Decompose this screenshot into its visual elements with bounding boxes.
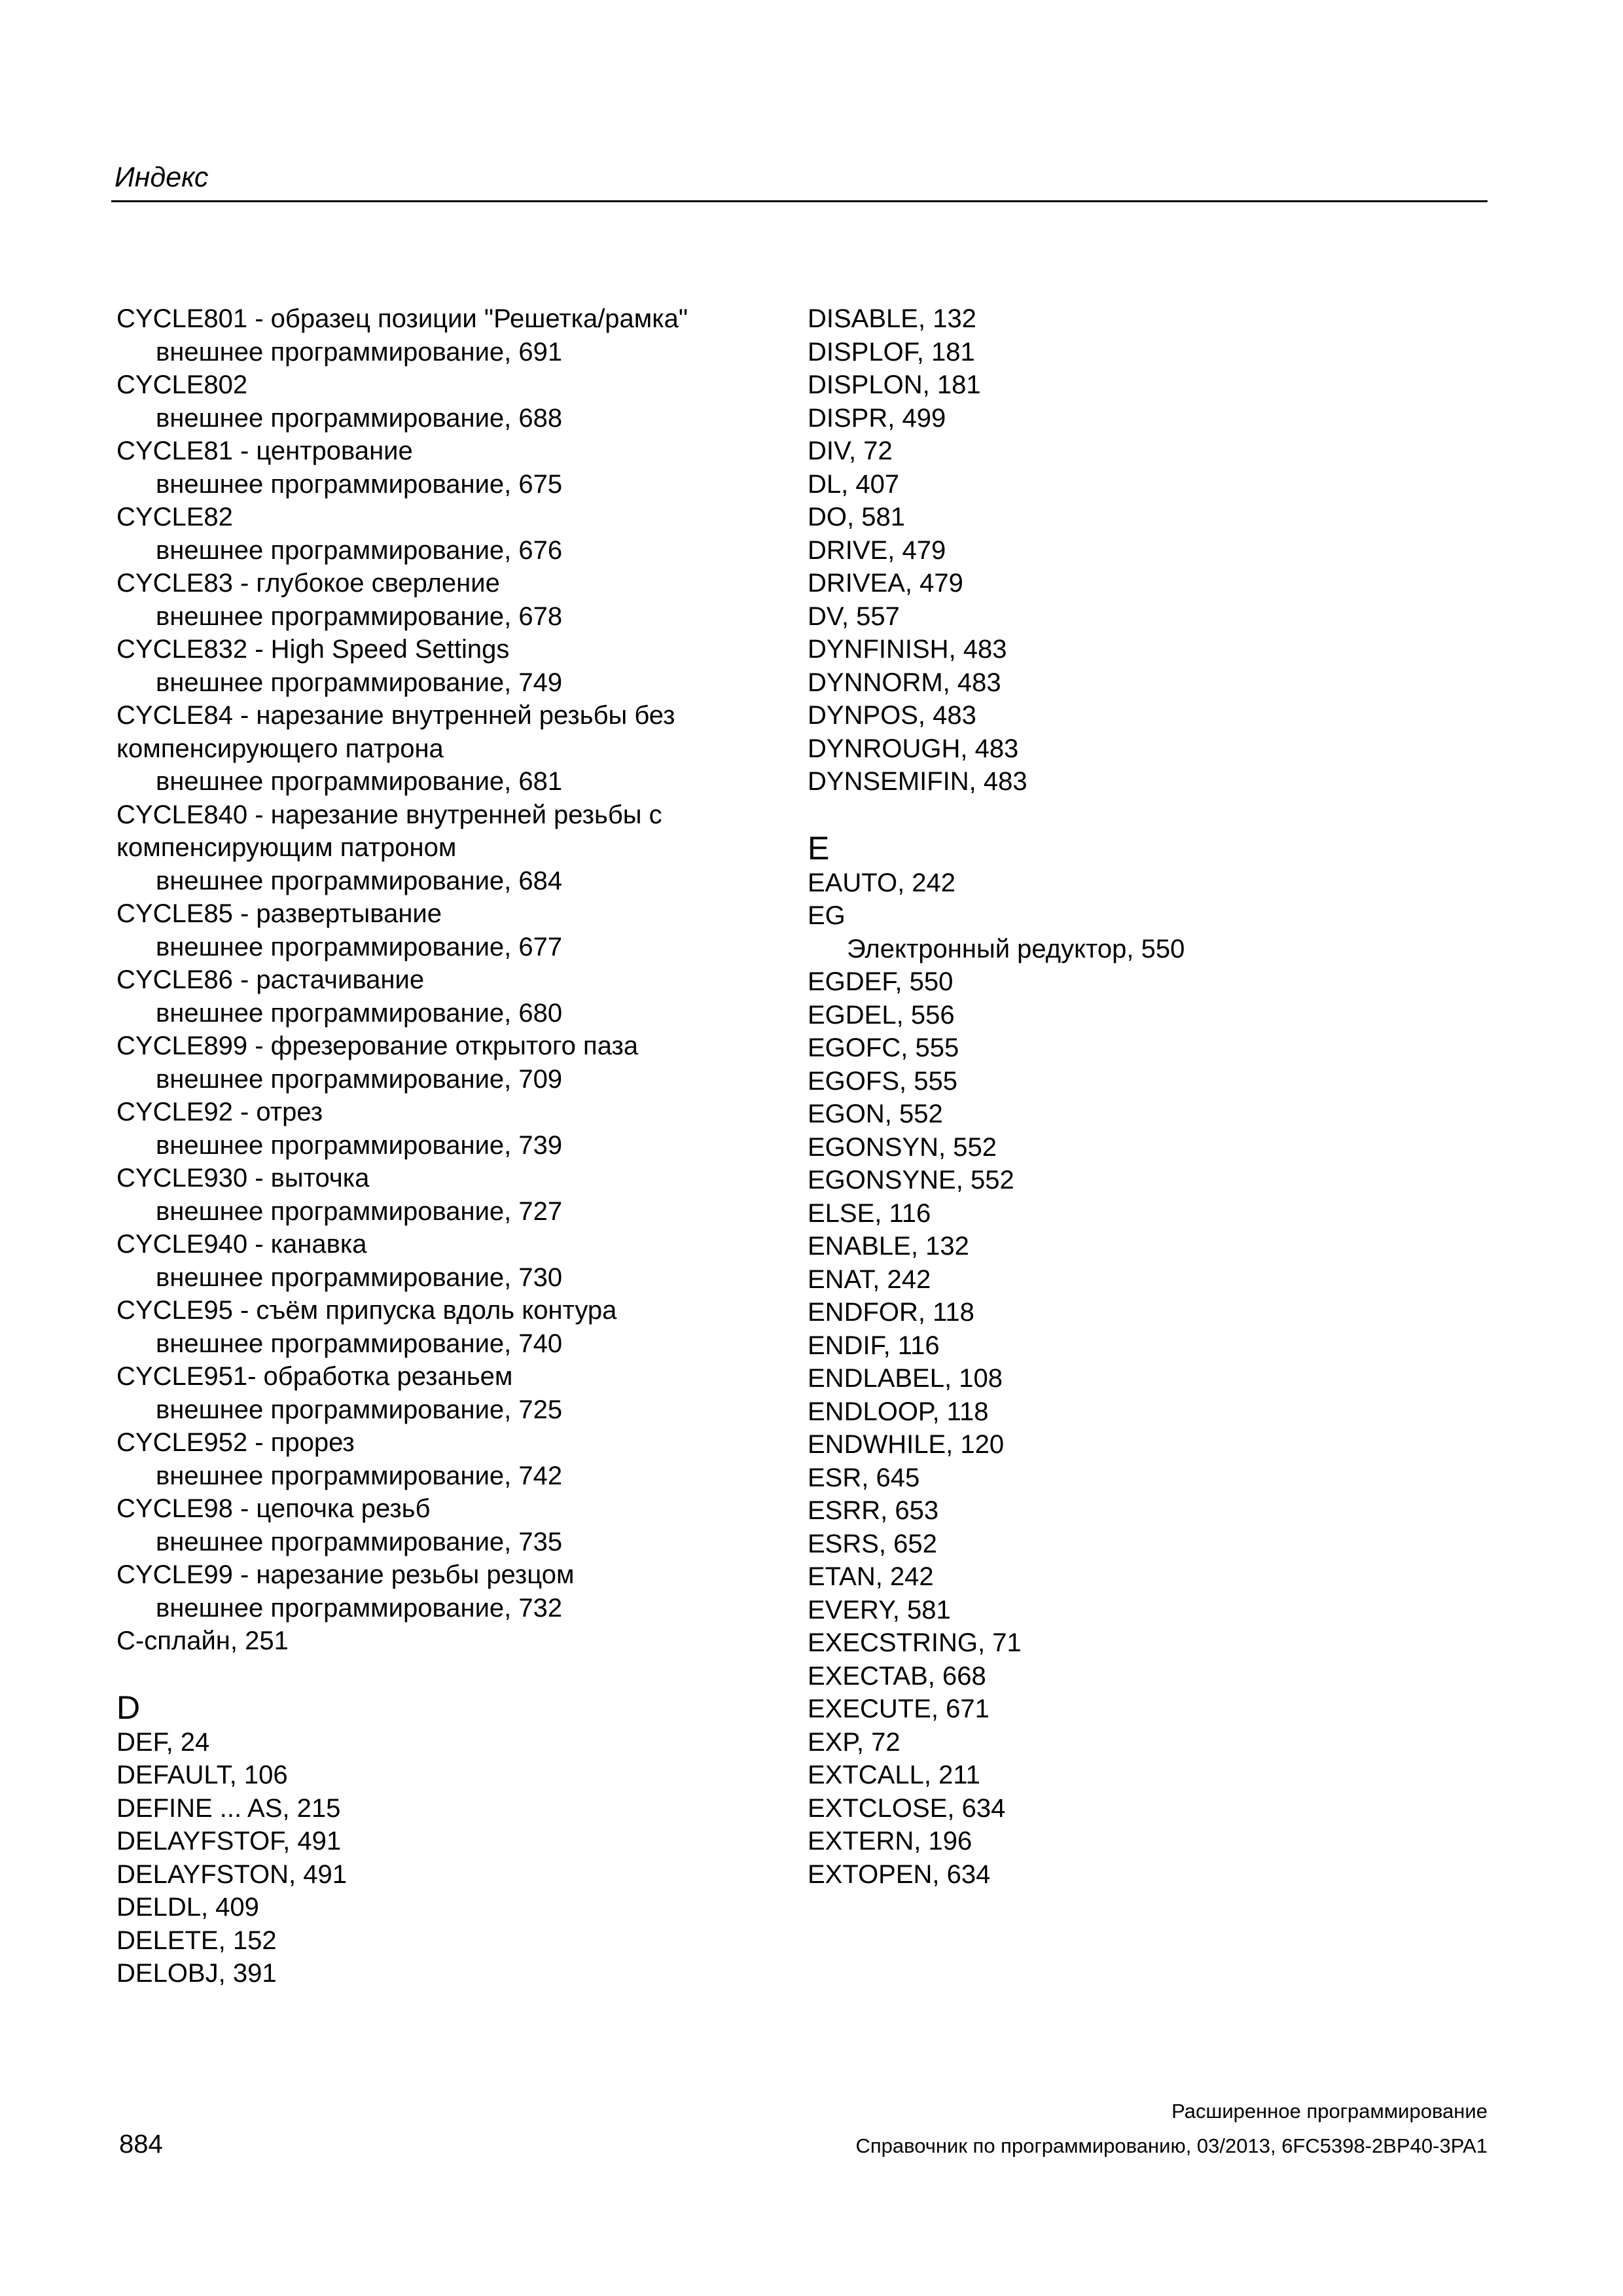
index-entry: CYCLE98 - цепочка резьб [116, 1494, 431, 1523]
index-entry: DL, 407 [808, 469, 900, 499]
index-entry: DYNSEMIFIN, 483 [808, 767, 1027, 796]
index-entry: DYNROUGH, 483 [808, 734, 1019, 763]
index-entry: ENDFOR, 118 [808, 1298, 974, 1327]
index-entry: ESRS, 652 [808, 1529, 937, 1558]
index-entry: DELDL, 409 [116, 1893, 259, 1922]
index-subentry: внешнее программирование, 735 [156, 1527, 563, 1556]
section-gap [116, 1658, 771, 1691]
index-entry: CYCLE801 - образец позиции "Решетка/рамка" [116, 304, 688, 333]
section-letter-heading: D [116, 1689, 141, 1726]
index-column-left [116, 302, 771, 1990]
index-entry: EG [808, 901, 846, 930]
index-entry: ESR, 645 [808, 1463, 920, 1492]
index-entry: CYCLE83 - глубокое сверление [116, 569, 500, 598]
index-entry: DV, 557 [808, 601, 900, 631]
index-subentry: внешнее программирование, 688 [156, 403, 563, 433]
index-entry: CYCLE952 - прорез [116, 1428, 355, 1457]
index-entry: CYCLE940 - канавка [116, 1230, 367, 1259]
index-entry: DELETE, 152 [116, 1926, 277, 1955]
index-subentry: внешнее программирование, 727 [156, 1196, 563, 1226]
index-entry: CYCLE951- обработка резаньем [116, 1362, 513, 1391]
index-entry: DELAYFSTON, 491 [116, 1859, 347, 1889]
index-entry: EXTOPEN, 634 [808, 1859, 991, 1889]
index-entry: EXECTAB, 668 [808, 1661, 986, 1691]
index-entry: EXTCALL, 211 [808, 1761, 980, 1789]
index-entry: ETAN, 242 [808, 1562, 934, 1591]
index-entry: компенсирующим патроном [116, 833, 457, 862]
index-subentry: внешнее программирование, 730 [156, 1263, 563, 1292]
index-entry: CYCLE99 - нарезание резьбы резцом [116, 1560, 575, 1589]
index-entry: EXECUTE, 671 [808, 1695, 990, 1723]
index-entry: C-сплайн, 251 [116, 1626, 289, 1655]
index-entry: EXTCLOSE, 634 [808, 1793, 1006, 1823]
index-subentry: внешнее программирование, 676 [156, 535, 563, 565]
index-entry: ENABLE, 132 [808, 1232, 969, 1261]
page-number: 884 [119, 2130, 163, 2159]
index-entry: CYCLE832 - High Speed Settings [116, 635, 510, 664]
index-entry: DISPR, 499 [808, 403, 946, 433]
index-entry: DEFINE ... AS, 215 [116, 1793, 341, 1823]
index-subentry: внешнее программирование, 684 [156, 866, 563, 895]
index-entry: EGDEF, 550 [808, 967, 954, 996]
index-entry: DYNFINISH, 483 [808, 635, 1007, 664]
index-entry: CYCLE930 - выточка [116, 1164, 370, 1193]
index-entry: ELSE, 116 [808, 1198, 931, 1228]
index-entry: EGOFC, 555 [808, 1033, 959, 1062]
index-column-right [808, 302, 1462, 1891]
index-entry: DIV, 72 [808, 437, 893, 465]
index-entry: CYCLE95 - съём припуска вдоль контура [116, 1296, 617, 1325]
index-entry: CYCLE82 [116, 503, 233, 531]
index-entry: EGONSYNE, 552 [808, 1166, 1014, 1194]
index-entry: компенсирующего патрона [116, 734, 444, 763]
index-entry: EXTERN, 196 [808, 1827, 972, 1856]
index-entry: DELAYFSTOF, 491 [116, 1827, 342, 1856]
index-subentry: внешнее программирование, 749 [156, 668, 563, 697]
section-letter-heading: E [808, 829, 830, 867]
index-entry: EXP, 72 [808, 1727, 901, 1757]
index-entry: CYCLE899 - фрезерование открытого паза [116, 1031, 639, 1060]
index-entry: CYCLE92 - отрез [116, 1098, 323, 1126]
index-entry: EGDEL, 556 [808, 1000, 955, 1030]
index-subentry: внешнее программирование, 709 [156, 1064, 563, 1094]
index-subentry: внешнее программирование, 732 [156, 1593, 563, 1623]
index-entry: DEF, 24 [116, 1727, 210, 1757]
index-entry: DISPLON, 181 [808, 370, 981, 399]
page-header-title: Индекс [115, 162, 209, 193]
index-subentry: внешнее программирование, 675 [156, 469, 563, 499]
index-entry: ENDWHILE, 120 [808, 1430, 1005, 1459]
index-entry: DYNPOS, 483 [808, 701, 976, 730]
index-entry: ENDIF, 116 [808, 1331, 940, 1360]
index-entry: EGON, 552 [808, 1100, 943, 1128]
index-subentry: внешнее программирование, 691 [156, 337, 563, 367]
index-entry: DRIVE, 479 [808, 535, 946, 565]
index-entry: CYCLE802 [116, 370, 248, 399]
index-entry: CYCLE840 - нарезание внутренней резьбы с [116, 800, 662, 829]
index-entry: DEFAULT, 106 [116, 1761, 288, 1789]
index-subentry: внешнее программирование, 680 [156, 998, 563, 1028]
index-subentry: внешнее программирование, 740 [156, 1329, 563, 1358]
section-gap [808, 798, 1462, 831]
index-subentry: внешнее программирование, 725 [156, 1395, 563, 1424]
index-subentry: внешнее программирование, 739 [156, 1130, 563, 1160]
index-entry: EXECSTRING, 71 [808, 1628, 1022, 1657]
index-entry: ESRR, 653 [808, 1496, 939, 1525]
index-entry: EAUTO, 242 [808, 868, 956, 897]
index-entry: ENDLOOP, 118 [808, 1397, 989, 1426]
index-subentry: Электронный редуктор, 550 [847, 934, 1185, 963]
index-entry: EGONSYN, 552 [808, 1132, 997, 1162]
index-entry: DELOBJ, 391 [116, 1959, 277, 1988]
index-entry: DRIVEA, 479 [808, 569, 963, 598]
index-entry: CYCLE86 - растачивание [116, 965, 425, 994]
index-subentry: внешнее программирование, 681 [156, 767, 563, 796]
index-entry: DISPLOF, 181 [808, 337, 975, 367]
index-entry: CYCLE85 - развертывание [116, 899, 442, 928]
index-entry: ENDLABEL, 108 [808, 1364, 1003, 1393]
footer-book-title: Расширенное программирование [1171, 2100, 1488, 2123]
index-entry: DO, 581 [808, 503, 905, 531]
index-entry: DYNNORM, 483 [808, 668, 1001, 697]
index-subentry: внешнее программирование, 678 [156, 601, 563, 631]
index-entry: ENAT, 242 [808, 1265, 931, 1294]
index-subentry: внешнее программирование, 742 [156, 1461, 563, 1490]
index-entry: EVERY, 581 [808, 1595, 951, 1624]
index-entry: DISABLE, 132 [808, 304, 976, 333]
index-entry: CYCLE81 - центрование [116, 437, 413, 465]
index-entry: CYCLE84 - нарезание внутренней резьбы без [116, 701, 675, 730]
index-subentry: внешнее программирование, 677 [156, 932, 563, 961]
index-entry: EGOFS, 555 [808, 1066, 957, 1096]
footer-book-reference: Справочник по программированию, 03/2013, 6FC5398-2BP40-3PA1 [855, 2134, 1488, 2157]
header-divider [111, 200, 1488, 202]
